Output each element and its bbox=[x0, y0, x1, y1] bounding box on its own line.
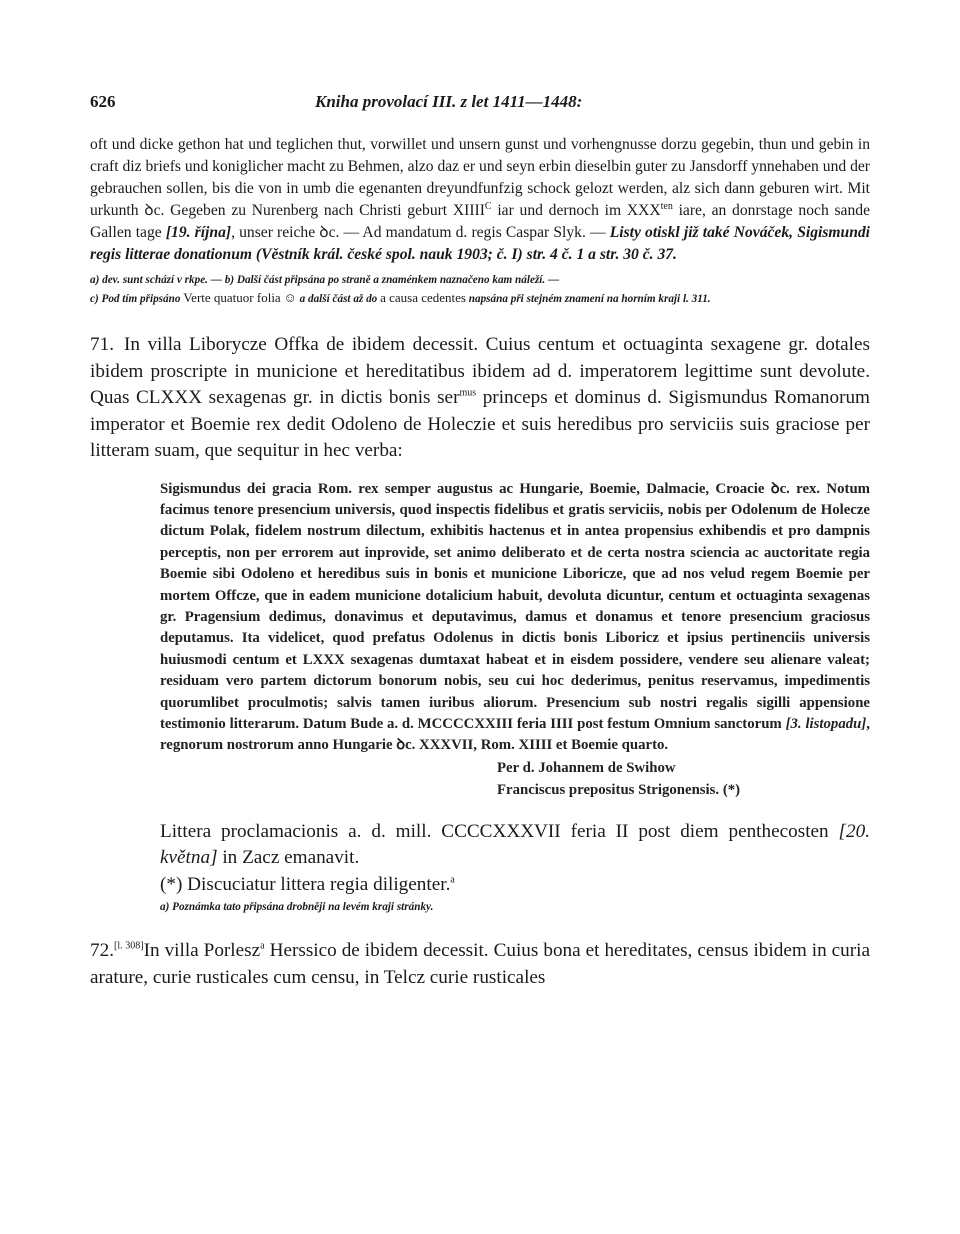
footnote-text: a causa cedentes bbox=[380, 290, 466, 305]
footnote-text: napsána při stejném znamení na horním kraji l. 311. bbox=[465, 293, 711, 305]
date-note: [3. listopadu] bbox=[785, 715, 867, 732]
charter-signature bbox=[497, 757, 870, 801]
footnotes bbox=[90, 272, 870, 308]
footnote-text: Verte quatuor folia bbox=[183, 290, 281, 305]
proclamation-block bbox=[160, 819, 870, 899]
discuciatur-line bbox=[160, 872, 870, 899]
entry-number: 71. bbox=[90, 334, 114, 355]
superscript: a bbox=[450, 874, 455, 886]
bibliographic-reference: Listy otiskl již také Nováček, Sigismundi regis litterae donationum (Věstník král. české spol. nauk 1903; č. I) str. 4 č. 1 a str. 30 č. 37. bbox=[90, 224, 870, 263]
continuation-text: iare, an donrstage noch sande Gallen tage bbox=[90, 202, 870, 241]
proclamation-line: in Zacz emanavit. bbox=[217, 847, 360, 869]
footnote-text: c) Pod tím připsáno bbox=[90, 293, 184, 305]
continuation-text: iar und dernoch im XXX bbox=[491, 202, 661, 219]
proclamation-line: Littera proclamacionis a. d. mill. CCCCXXXVII feria II post diem penthecosten bbox=[160, 820, 839, 842]
signature-line: Franciscus prepositus Strigonensis. (*) bbox=[497, 781, 741, 798]
superscript: mus bbox=[459, 387, 477, 399]
entry-text: princeps et dominus d. Sigismundus Romanorum imperator et Boemie rex dedit Odoleno de Holeczie et suis heredibus pro serviciis suis graciose per litteram suam, que sequitur in hec verba: bbox=[90, 387, 870, 461]
note-line: (*) Discuciatur littera regia diligenter. bbox=[160, 873, 451, 895]
date-note: [19. října] bbox=[165, 224, 232, 241]
charter-body: , regnorum nostrorum anno Hungarie ꝺc. XXXVII, Rom. XIIII et Boemie quarto. bbox=[160, 715, 870, 754]
superscript: C bbox=[484, 200, 492, 212]
entry-72 bbox=[90, 938, 870, 991]
continuation-text: , unser reiche ꝺc. — Ad mandatum d. regis Caspar Slyk. — bbox=[231, 224, 610, 241]
running-title: Kniha provolací III. z let 1411—1448: bbox=[315, 92, 583, 111]
signature-line: Per d. Johannem de Swihow bbox=[497, 759, 676, 776]
footnote-a-b: a) dev. sunt schází v rkpe. — b) Další část připsána po straně a znaménkem naznačeno kam náleží. — bbox=[90, 274, 560, 286]
book-page bbox=[90, 84, 870, 991]
continuation-paragraph bbox=[90, 134, 870, 266]
entry-text: In villa Liborycze Offka de ibidem decessit. Cuius centum et octuaginta sexagene gr. dotales ibidem proscripte in municione et hereditatibus ibidem ad d. imperatorem legittime sunt devolute. Quas CLXXX sexagenas gr. in dictis bonis ser bbox=[90, 334, 870, 408]
footnote-c bbox=[90, 289, 870, 308]
charter-text bbox=[160, 479, 870, 757]
charter-body: Sigismundus dei gracia Rom. rex semper augustus ac Hungarie, Boemie, Dalmacie, Croacie ꝺc. rex. Notum facimus tenore presencium universis, quod inspectis fidelibus et gratis serviciis, nobis per Odolenum de Holecze dictum Polak, fidelem nostrum dilectum, exhibitis hactenus et in antea propensius exhibendis et pro dampnis perceptis, non per errorem aut inprovide, set animo deliberato et de certa nostra sciencia ac auctoritate regia Boemie sibi Odoleno et heredibus suis in bonis et municione Liboricze, que ad nos velud regem Boemie per mortem Offcze, que in eadem municione dotalicium habuit, devoluta dicuntur, centum et octuaginta sexagenas gr. Pragensium dedimus, donavimus et deputavimus, damus et donamus et tenore presencium graciosus deputamus. Ita videlicet, quod prefatus Odolenus in dictis bonis Liboricz et ipsius pertinenciis universis huiusmodi centum et LXXX sexagenas dumtaxat habeat et in eisdem possidere, vendere seu alienare valeat; residuam vero partem dictorum bonorum nobis, seu cui hoc dederimus, penitus reservamus, impedimentis quorumlibet proculmotis; salvis tamen iuribus aliorum. Presencium sub nostri regalis sigilli appensione testimonio litterarum. Datum Bude a. d. MCCCCXXIII feria IIII post festum Omnium sanctorum bbox=[160, 480, 870, 732]
footnote-text: a další část až do bbox=[296, 293, 381, 305]
entry-text: In villa Porlesz bbox=[143, 940, 261, 962]
date-note: [20. května] bbox=[160, 820, 870, 869]
page-header bbox=[90, 84, 870, 120]
entry-text: Herssico de ibidem decessit. Cuius bona et hereditates, census ibidem in curia arature, curie rusticales cum censu, in Telcz curie rusticales bbox=[90, 940, 870, 988]
superscript: a bbox=[260, 940, 265, 952]
superscript: ten bbox=[660, 200, 673, 212]
continuation-text: oft und dicke gethon hat und teglichen thut, vorwillet und unsern gunst und vorhengnusse dorzu gegebin, thun und gebin in craft diz briefs und koniglicher macht zu Behmen, alzo daz er und seyn erbin dieselbin guter zu Jansdorff ynnehaben und der gebrauchen sollen, bis die von in umb die egenanten dreyundfunfzig schock gelozt werden, alz sich dann geburen wirt. Mit urkunth ꝺc. Gegeben zu Nurenberg nach Christi geburt XIIII bbox=[90, 136, 870, 219]
entry-71 bbox=[90, 332, 870, 465]
entry-number: 72. bbox=[90, 940, 114, 962]
marker-symbol: ☺ bbox=[283, 290, 297, 305]
proclamation-footnote: a) Poznámka tato připsána drobněji na levém kraji stránky. bbox=[160, 901, 434, 914]
page-number: 626 bbox=[90, 92, 116, 111]
proclamation-text bbox=[160, 819, 870, 872]
folio-reference: [l. 308] bbox=[113, 940, 144, 952]
